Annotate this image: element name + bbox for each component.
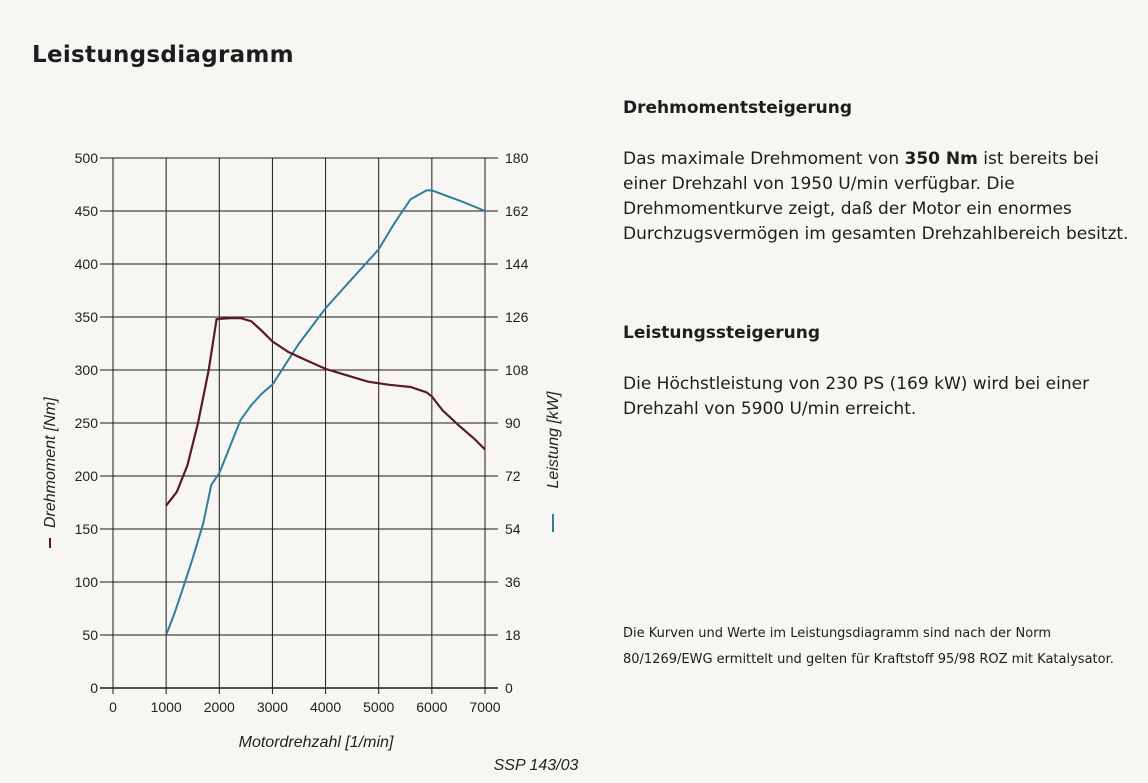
right-axis-label: Leistung [kW] <box>545 391 562 489</box>
power-heading: Leistungssteigerung <box>623 323 820 343</box>
footnote: Die Kurven und Werte im Leistungsdiagramm sind nach der Norm 80/1269/EWG ermittelt und gelten für Kraftstoff 95/98 ROZ mit Katalysator. <box>623 626 1114 667</box>
y-tick-right: 54 <box>505 521 521 537</box>
x-tick: 4000 <box>309 699 342 715</box>
y-tick-right: 36 <box>505 574 521 590</box>
torque-heading: Drehmomentsteigerung <box>623 98 853 118</box>
y-tick-right: 144 <box>505 256 529 272</box>
y-tick-right: 18 <box>505 627 521 643</box>
y-tick-left: 300 <box>74 362 98 378</box>
page-title: Leistungsdiagramm <box>32 42 294 68</box>
y-tick-left: 350 <box>74 309 98 325</box>
x-tick: 0 <box>109 699 117 715</box>
left-axis-label: Drehmoment [Nm] <box>42 397 59 528</box>
torque-max-value: 350 Nm <box>904 149 978 169</box>
y-tick-right: 126 <box>505 309 529 325</box>
ssp-label: SSP 143/03 <box>493 757 579 774</box>
y-tick-left: 150 <box>74 521 98 537</box>
x-tick: 6000 <box>416 699 448 715</box>
y-tick-left: 100 <box>74 574 98 590</box>
y-tick-left: 450 <box>74 203 98 219</box>
power-paragraph: Die Höchstleistung von 230 PS (169 kW) wird bei einer Drehzahl von 5900 U/min erreicht. <box>623 374 1090 419</box>
y-tick-left: 500 <box>74 150 98 166</box>
y-tick-left: 0 <box>90 680 98 696</box>
x-tick: 7000 <box>469 699 501 715</box>
y-tick-left: 200 <box>74 468 98 484</box>
x-tick: 1000 <box>150 699 182 715</box>
y-tick-right: 72 <box>505 468 521 484</box>
y-tick-right: 180 <box>505 150 529 166</box>
y-tick-left: 250 <box>74 415 98 431</box>
tick-labels <box>75 150 529 715</box>
torque-paragraph: Das maximale Drehmoment von 350 Nm ist bereits bei einer Drehzahl von 1950 U/min verfügbar. Die Drehmomentkurve zeigt, daß der Motor ein enormes Durchzugsvermögen im gesamten Drehzahlbereich besitzt. <box>623 149 1129 244</box>
y-tick-left: 50 <box>82 627 98 643</box>
y-tick-right: 0 <box>505 680 513 696</box>
x-tick: 5000 <box>363 699 395 715</box>
x-axis-label: Motordrehzahl [1/min] <box>238 734 394 751</box>
x-tick: 2000 <box>203 699 235 715</box>
x-tick: 3000 <box>256 699 289 715</box>
y-tick-left: 400 <box>74 256 98 272</box>
grid <box>100 158 498 694</box>
y-tick-right: 90 <box>505 415 521 431</box>
y-tick-right: 108 <box>505 362 529 378</box>
y-tick-right: 162 <box>505 203 529 219</box>
